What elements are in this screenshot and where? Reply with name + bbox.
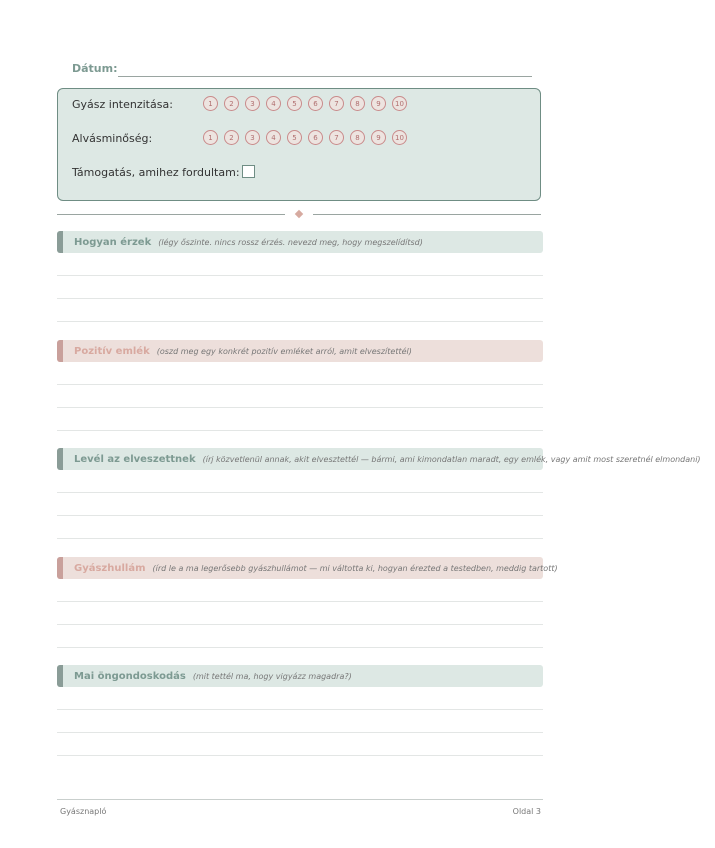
writing-line[interactable] bbox=[57, 362, 543, 385]
date-label: Dátum: bbox=[72, 62, 118, 75]
section-accent-bar bbox=[57, 340, 63, 362]
divider-line-right bbox=[313, 214, 541, 215]
sleep-quality-option[interactable]: 6 bbox=[308, 130, 323, 145]
grief-intensity-option[interactable]: 7 bbox=[329, 96, 344, 111]
writing-line[interactable] bbox=[57, 710, 543, 733]
sleep-quality-label: Alvásminőség: bbox=[72, 132, 153, 145]
section-divider bbox=[57, 212, 541, 218]
sleep-quality-scale bbox=[203, 130, 407, 145]
sleep-quality-option[interactable]: 9 bbox=[371, 130, 386, 145]
daily-metrics-box bbox=[57, 88, 541, 201]
section-prompt: (mit tettél ma, hogy vigyázz magadra?) bbox=[192, 671, 352, 681]
section-prompt: (légy őszinte. nincs rossz érzés. nevezd meg, hogy megszelídítsd) bbox=[158, 237, 423, 247]
sleep-quality-option[interactable]: 5 bbox=[287, 130, 302, 145]
section-accent-bar bbox=[57, 231, 63, 253]
date-input-line[interactable] bbox=[118, 76, 532, 77]
diamond-ornament-icon bbox=[295, 210, 303, 218]
grief-intensity-option[interactable]: 3 bbox=[245, 96, 260, 111]
date-row bbox=[72, 62, 532, 80]
grief-intensity-option[interactable]: 5 bbox=[287, 96, 302, 111]
writing-line[interactable] bbox=[57, 516, 543, 539]
section-title: Levél az elveszettnek bbox=[74, 453, 196, 465]
writing-line[interactable] bbox=[57, 733, 543, 756]
grief-intensity-option[interactable]: 9 bbox=[371, 96, 386, 111]
writing-line[interactable] bbox=[57, 625, 543, 648]
sleep-quality-option[interactable]: 10 bbox=[392, 130, 407, 145]
support-checkbox[interactable] bbox=[242, 165, 255, 178]
writing-line[interactable] bbox=[57, 687, 543, 710]
grief-intensity-option[interactable]: 10 bbox=[392, 96, 407, 111]
writing-line[interactable] bbox=[57, 253, 543, 276]
grief-intensity-option[interactable]: 2 bbox=[224, 96, 239, 111]
sleep-quality-option[interactable]: 4 bbox=[266, 130, 281, 145]
writing-line[interactable] bbox=[57, 299, 543, 322]
section-header bbox=[57, 231, 543, 253]
section-header bbox=[57, 557, 558, 579]
grief-intensity-scale bbox=[203, 96, 407, 111]
section-header bbox=[57, 448, 701, 470]
section-prompt: (oszd meg egy konkrét pozitív emléket arról, amit elveszítettél) bbox=[156, 346, 412, 356]
grief-intensity-label: Gyász intenzitása: bbox=[72, 98, 173, 111]
section-accent-bar bbox=[57, 557, 63, 579]
section-title: Hogyan érzek bbox=[74, 236, 152, 248]
section-accent-bar bbox=[57, 665, 63, 687]
footer-divider bbox=[57, 799, 543, 800]
sleep-quality-option[interactable]: 1 bbox=[203, 130, 218, 145]
page-number: Oldal 3 bbox=[512, 807, 541, 816]
section-feelings bbox=[57, 231, 543, 322]
section-accent-bar bbox=[57, 448, 63, 470]
support-row bbox=[72, 165, 255, 179]
section-prompt: (írd le a ma legerősebb gyászhullámot — mi váltotta ki, hogyan érezted a testedben, meddig tartott) bbox=[152, 563, 558, 573]
section-grief-wave bbox=[57, 557, 558, 648]
writing-line[interactable] bbox=[57, 276, 543, 299]
grief-intensity-option[interactable]: 4 bbox=[266, 96, 281, 111]
grief-intensity-option[interactable]: 1 bbox=[203, 96, 218, 111]
grief-intensity-option[interactable]: 8 bbox=[350, 96, 365, 111]
writing-line[interactable] bbox=[57, 602, 543, 625]
writing-line[interactable] bbox=[57, 385, 543, 408]
section-letter bbox=[57, 448, 701, 539]
grief-intensity-option[interactable]: 6 bbox=[308, 96, 323, 111]
section-header bbox=[57, 665, 543, 687]
sleep-quality-option[interactable]: 2 bbox=[224, 130, 239, 145]
footer-title: Gyásznapló bbox=[60, 807, 107, 816]
section-title: Mai öngondoskodás bbox=[74, 670, 186, 682]
support-label: Támogatás, amihez fordultam: bbox=[72, 166, 240, 179]
section-prompt: (írj közvetlenül annak, akit elvesztettél — bármi, ami kimondatlan maradt, egy emlék, vagy amit most szeretnél elmondani) bbox=[202, 454, 701, 464]
section-title: Pozitív emlék bbox=[74, 345, 150, 357]
section-title: Gyászhullám bbox=[74, 562, 146, 574]
section-header bbox=[57, 340, 543, 362]
writing-line[interactable] bbox=[57, 408, 543, 431]
section-self-care bbox=[57, 665, 543, 756]
writing-line[interactable] bbox=[57, 493, 543, 516]
writing-line[interactable] bbox=[57, 579, 543, 602]
sleep-quality-option[interactable]: 3 bbox=[245, 130, 260, 145]
section-positive-memory bbox=[57, 340, 543, 431]
writing-line[interactable] bbox=[57, 470, 543, 493]
divider-line-left bbox=[57, 214, 285, 215]
sleep-quality-option[interactable]: 8 bbox=[350, 130, 365, 145]
sleep-quality-option[interactable]: 7 bbox=[329, 130, 344, 145]
